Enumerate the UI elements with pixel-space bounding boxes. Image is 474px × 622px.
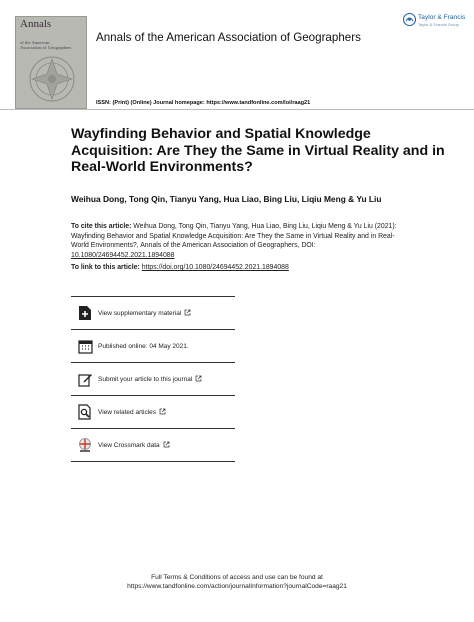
citation-block	[71, 222, 401, 260]
link-label: To link to this article:	[71, 264, 140, 271]
calendar-icon	[75, 336, 95, 356]
submit-article-link[interactable]: Submit your article to this journal	[98, 375, 202, 383]
external-link-icon	[163, 441, 170, 448]
journal-cover-image	[15, 16, 87, 109]
submit-article-row[interactable]	[71, 362, 235, 395]
supplementary-material-link[interactable]: View supplementary material	[98, 309, 191, 317]
publisher-tagline: Taylor & Francis Group	[418, 22, 459, 27]
crossmark-link[interactable]: View Crossmark data	[98, 441, 170, 449]
article-title: Wayfinding Behavior and Spatial Knowledge Acquisition: Are They the Same in Virtual Reality and in Real-World Environments?	[71, 126, 445, 175]
external-link-icon	[159, 408, 166, 415]
publisher-logo[interactable]	[403, 13, 466, 31]
published-online-row	[71, 329, 235, 362]
cite-doi-link[interactable]: 10.1080/24694452.2021.1894088	[71, 251, 175, 259]
terms-link[interactable]: https://www.tandfonline.com/action/journalInformation?journalCode=raag21	[127, 583, 347, 590]
plus-document-icon	[75, 303, 95, 323]
related-articles-row[interactable]	[71, 395, 235, 428]
header-divider	[0, 109, 474, 110]
pencil-edit-icon	[75, 369, 95, 389]
issn-line	[96, 100, 310, 106]
crossmark-row[interactable]	[71, 428, 235, 462]
publisher-name: Taylor & Francis	[418, 14, 466, 21]
cover-title: Annals	[20, 18, 52, 30]
journal-homepage-link[interactable]: https://www.tandfonline.com/loi/raag21	[206, 100, 311, 106]
article-actions-list	[71, 296, 235, 462]
related-articles-link[interactable]: View related articles	[98, 408, 166, 416]
external-link-icon	[195, 375, 202, 382]
journal-name[interactable]: Annals of the American Association of Geographers	[96, 31, 361, 44]
cite-label: To cite this article:	[71, 223, 132, 230]
article-doi-link[interactable]: https://doi.org/10.1080/24694452.2021.1894088	[141, 264, 289, 271]
issn-label: ISSN: (Print) (Online) Journal homepage:	[96, 100, 205, 106]
taylor-francis-logo-icon	[403, 13, 416, 26]
cite-text: Weihua Dong, Tong Qin, Tianyu Yang, Hua Liao, Bing Liu, Liqiu Meng & Yu Liu (2021): Wayfinding Behavior and Spatial Knowledge Acquisition: Are They the Same in Virtual Reality and in Real-World Environments?, Annals of the American Association of Geographers, DOI:	[71, 223, 397, 250]
cover-subtitle: of the American Association of Geographers	[20, 40, 72, 50]
external-link-icon	[184, 309, 191, 316]
supplementary-material-row[interactable]	[71, 296, 235, 329]
magnifier-document-icon	[75, 402, 95, 422]
published-online-text: Published online: 04 May 2021.	[98, 342, 189, 350]
globe-emblem-icon	[28, 55, 76, 103]
terms-footer	[0, 573, 474, 591]
crossmark-icon	[75, 435, 95, 455]
article-link-line	[71, 264, 289, 271]
terms-text: Full Terms & Conditions of access and use can be found at	[151, 574, 323, 581]
article-authors: Weihua Dong, Tong Qin, Tianyu Yang, Hua Liao, Bing Liu, Liqiu Meng & Yu Liu	[71, 194, 382, 204]
